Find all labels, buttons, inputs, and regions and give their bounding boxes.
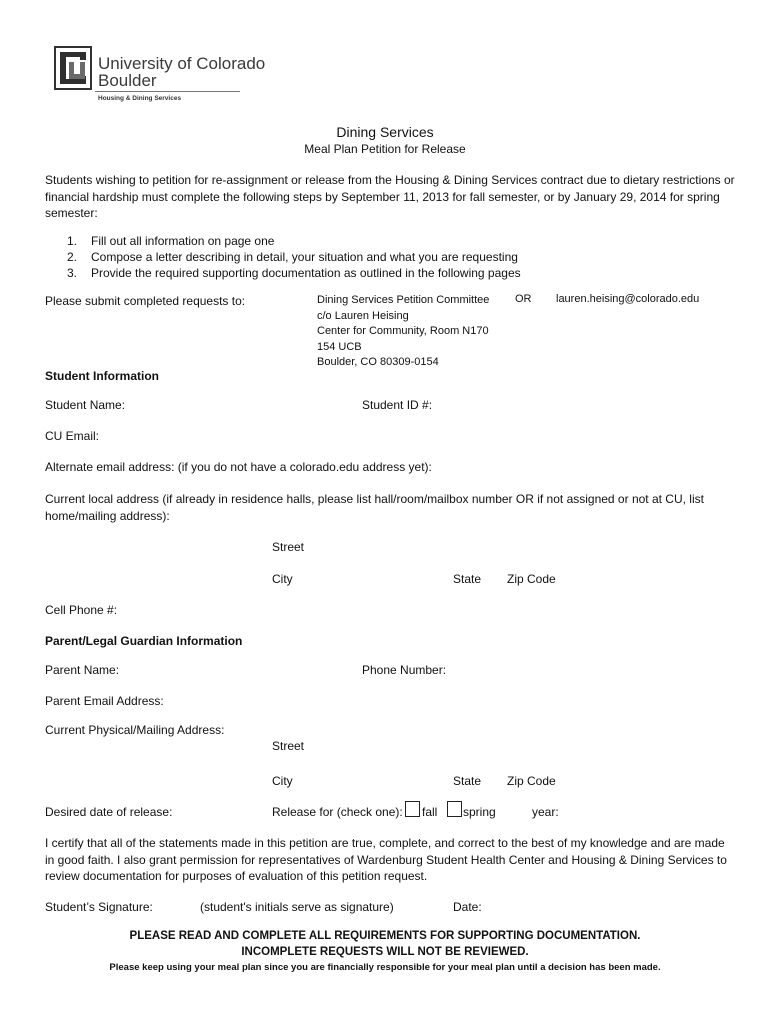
step-number: 2.	[67, 250, 78, 264]
desired-release-date-field[interactable]: Desired date of release:	[45, 805, 173, 819]
parent-state-field[interactable]: State	[453, 774, 482, 788]
submit-label: Please submit completed requests to:	[45, 294, 246, 308]
alternate-email-field[interactable]: Alternate email address: (if you do not have a colorado.edu address yet):	[45, 460, 432, 474]
fall-checkbox[interactable]	[405, 801, 420, 817]
logo-divider	[95, 91, 240, 92]
address-line: Dining Services Petition Committee	[317, 294, 490, 306]
submit-email-link[interactable]: lauren.heising@colorado.edu	[556, 293, 700, 305]
signature-note: (student's initials serve as signature)	[200, 900, 394, 914]
cell-phone-field[interactable]: Cell Phone #:	[45, 603, 118, 617]
fall-label: fall	[422, 805, 438, 819]
intro-paragraph: Students wishing to petition for re-assignment or release from the Housing & Dining Services contract due to dietary restrictions or financial hardship must complete the following steps by September 11, 2013 for fall semester, or by January 29, 2014 for spring semester:	[45, 173, 735, 220]
department-name: Housing & Dining Services	[98, 95, 182, 102]
step-text: Compose a letter describing in detail, your situation and what you are requesting	[91, 250, 518, 264]
date-field[interactable]: Date:	[453, 900, 482, 914]
page-subtitle: Meal Plan Petition for Release	[304, 142, 466, 156]
student-name-field[interactable]: Student Name:	[45, 398, 126, 412]
parent-phone-field[interactable]: Phone Number:	[362, 663, 447, 677]
parent-section-heading: Parent/Legal Guardian Information	[45, 634, 243, 648]
or-label: OR	[515, 293, 532, 305]
local-address-field[interactable]: Current local address (if already in residence halls, please list hall/room/mailbox number OR if not assigned or not at CU, list home/mailing address):	[45, 492, 704, 523]
release-year-field[interactable]: year:	[532, 805, 559, 819]
step-number: 1.	[67, 234, 78, 248]
parent-email-field[interactable]: Parent Email Address:	[45, 694, 164, 708]
parent-address-field[interactable]: Current Physical/Mailing Address:	[45, 723, 225, 737]
address-line: 154 UCB	[317, 340, 362, 353]
signature-field[interactable]: Student’s Signature:	[45, 900, 153, 914]
university-campus: Boulder	[98, 71, 157, 90]
student-street-field[interactable]: Street	[272, 540, 305, 554]
release-for-label: Release for (check one):	[272, 805, 403, 819]
address-line: Center for Community, Room N170	[317, 325, 489, 337]
student-state-field[interactable]: State	[453, 572, 482, 586]
step-text: Provide the required supporting documentation as outlined in the following pages	[91, 266, 521, 280]
spring-checkbox[interactable]	[447, 801, 462, 817]
cu-logo-icon	[54, 46, 92, 90]
parent-zip-field[interactable]: Zip Code	[507, 774, 556, 788]
address-line: c/o Lauren Heising	[317, 309, 409, 322]
step-number: 3.	[67, 266, 78, 280]
certification-paragraph: I certify that all of the statements made in this petition are true, complete, and correct to the best of my knowledge and are made in good faith. I also grant permission for representatives of Wardenburg Student Health Center and Housing & Dining Services to review documentation for purposes of evaluation of this petition request.	[45, 836, 727, 883]
footer-note: Please keep using your meal plan since you are financially responsible for your meal plan until a decision has been made.	[109, 962, 661, 973]
student-id-field[interactable]: Student ID #:	[362, 398, 433, 412]
parent-street-field[interactable]: Street	[272, 739, 305, 753]
parent-city-field[interactable]: City	[272, 774, 293, 788]
footer-warning: PLEASE READ AND COMPLETE ALL REQUIREMENTS FOR SUPPORTING DOCUMENTATION.	[129, 930, 641, 942]
parent-name-field[interactable]: Parent Name:	[45, 663, 120, 677]
step-text: Fill out all information on page one	[91, 234, 275, 248]
spring-label: spring	[463, 805, 496, 819]
student-zip-field[interactable]: Zip Code	[507, 572, 556, 586]
address-line: Boulder, CO 80309-0154	[317, 356, 439, 368]
student-section-heading: Student Information	[45, 369, 159, 383]
university-name: University of Colorado	[98, 54, 266, 73]
student-city-field[interactable]: City	[272, 572, 293, 586]
footer-warning: INCOMPLETE REQUESTS WILL NOT BE REVIEWED.	[241, 946, 529, 958]
mailing-address	[317, 293, 489, 371]
page-title: Dining Services	[336, 124, 434, 140]
cu-email-field[interactable]: CU Email:	[45, 429, 100, 443]
